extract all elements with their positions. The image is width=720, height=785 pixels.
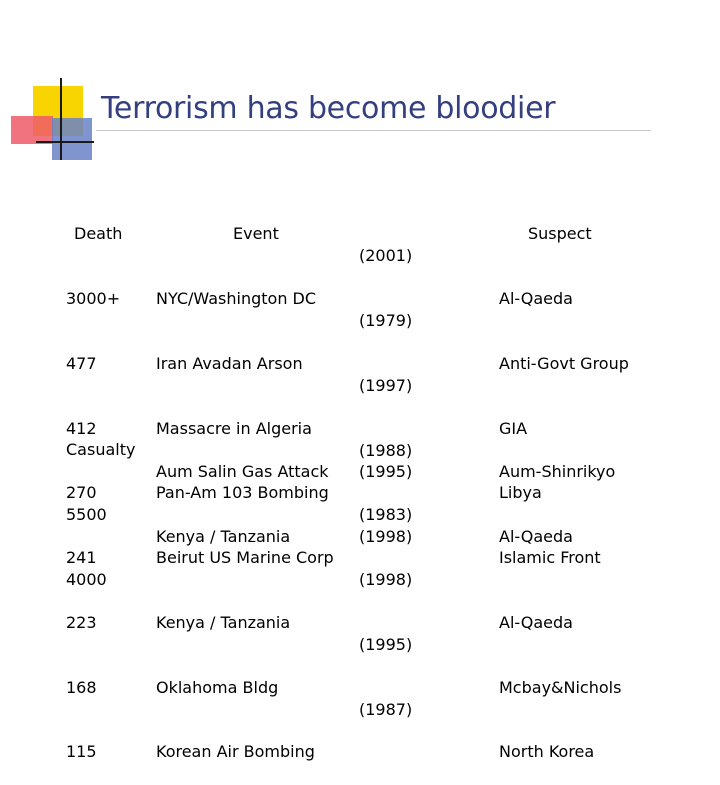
suspect-name: Al-Qaeda — [499, 526, 573, 546]
decor-vertical-line — [60, 78, 62, 160]
suspect-name: North Korea — [499, 742, 595, 762]
death-count: 115 — [66, 742, 97, 762]
decor-horizontal-line — [36, 141, 94, 143]
death-header: Death — [74, 224, 123, 244]
event-year: (1995) — [359, 462, 413, 482]
event-year: (1983) — [359, 505, 413, 525]
casualty-count-column — [66, 396, 135, 612]
event-name: Iran Avadan Arson — [156, 353, 303, 373]
event-year: (1997) — [359, 375, 413, 395]
slide-title: Terrorism has become bloodier — [101, 91, 556, 126]
suspect-name: GIA — [499, 418, 528, 438]
casualty-year-column — [359, 418, 412, 569]
death-count: 270 — [66, 483, 97, 503]
death-count: 241 — [66, 548, 97, 568]
casualty-event-column — [156, 418, 329, 569]
suspect-header: Suspect — [528, 224, 592, 244]
title-divider — [96, 130, 651, 131]
event-year: (1998) — [359, 570, 413, 590]
event-name: Aum Salin Gas Attack — [156, 462, 329, 482]
event-year: (1995) — [359, 634, 413, 654]
death-count: 223 — [66, 612, 97, 632]
death-count: 3000+ — [66, 288, 121, 308]
event-year: (1988) — [359, 440, 413, 460]
suspect-name: Libya — [499, 483, 542, 503]
suspect-name: Al-Qaeda — [499, 612, 573, 632]
casualty-count: 5500 — [66, 504, 107, 524]
event-name: Korean Air Bombing — [156, 742, 315, 762]
suspect-name: Al-Qaeda — [499, 288, 573, 308]
suspect-name: Aum-Shinrikyo — [499, 462, 616, 482]
death-count: 412 — [66, 418, 97, 438]
event-header: Event — [233, 224, 279, 244]
casualty-header: Casualty — [66, 440, 136, 460]
event-name: Kenya / Tanzania — [156, 526, 291, 546]
event-name: NYC/Washington DC — [156, 288, 317, 308]
decor-red-square — [11, 116, 53, 144]
event-name: Oklahoma Bldg — [156, 677, 279, 697]
casualty-count: 4000 — [66, 569, 107, 589]
casualty-suspect-column — [499, 418, 615, 569]
event-name: Beirut US Marine Corp — [156, 548, 334, 568]
event-year: (1987) — [359, 699, 413, 719]
event-year: (2001) — [359, 246, 413, 266]
decor-blue-square — [52, 118, 92, 160]
event-name: Kenya / Tanzania — [156, 612, 291, 632]
death-count: 477 — [66, 353, 97, 373]
death-count: 168 — [66, 677, 97, 697]
event-year: (1979) — [359, 310, 413, 330]
suspect-name: Islamic Front — [499, 548, 601, 568]
event-year: (1998) — [359, 526, 413, 546]
suspect-name: Mcbay&Nichols — [499, 677, 622, 697]
suspect-name: Anti-Govt Group — [499, 353, 629, 373]
event-name: Massacre in Algeria — [156, 418, 312, 438]
event-name: Pan-Am 103 Bombing — [156, 483, 329, 503]
